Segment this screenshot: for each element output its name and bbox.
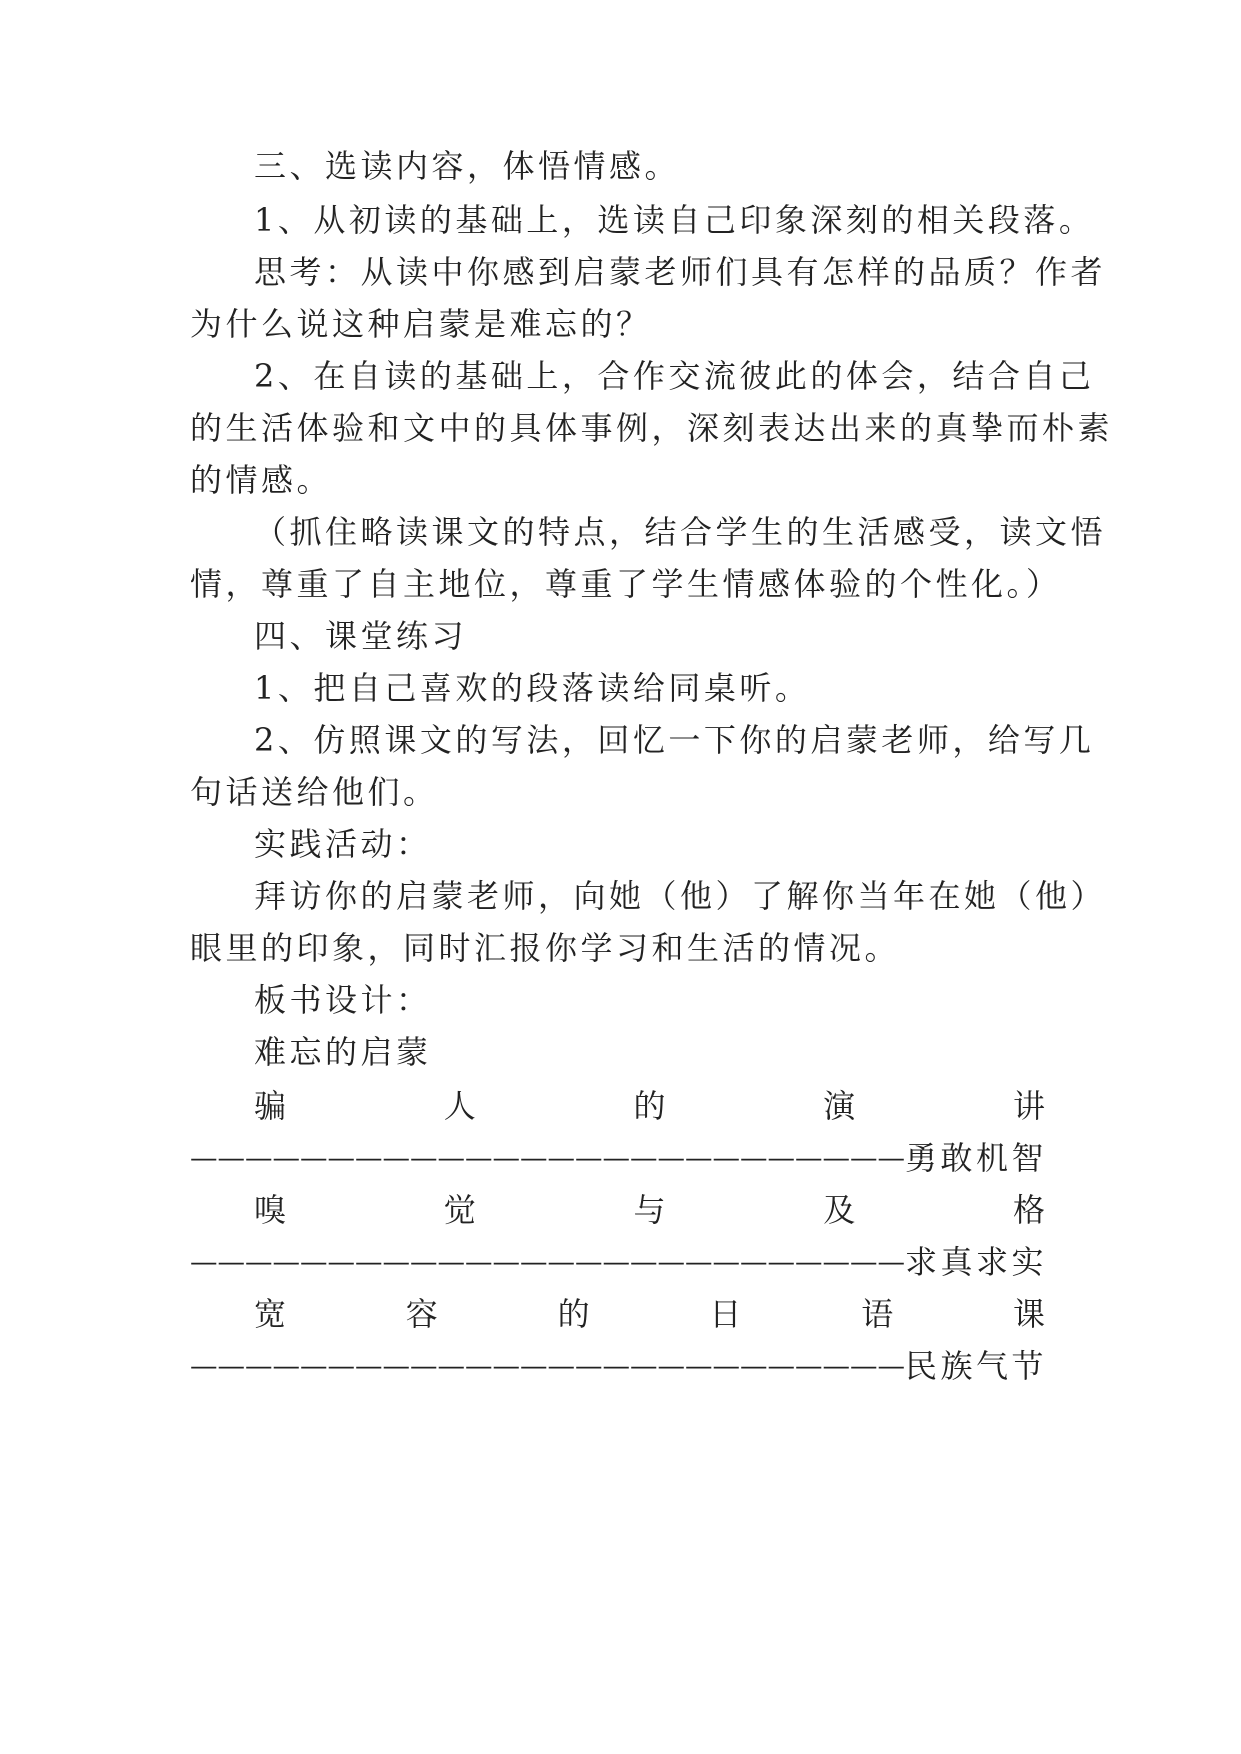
board-row-quality [190,1138,1048,1178]
paragraph-line: （抓住略读课文的特点，结合学生的生活感受，读文悟 [254,513,1107,551]
paragraph-line: 为什么说这种启蒙是难忘的？ [190,305,652,343]
board-row-title [254,1086,1045,1126]
paragraph-line: 句话送给他们。 [190,773,439,811]
paragraph-line: 情，尊重了自主地位，尊重了学生情感体验的个性化。） [190,565,1062,603]
paragraph-line: 眼里的印象，同时汇报你学习和生活的情况。 [190,929,901,967]
board-char: 及 [823,1191,856,1229]
board-row-quality [190,1346,1048,1386]
board-row-title [254,1294,1045,1334]
board-char: 人 [443,1087,476,1125]
board-row-quality [190,1242,1048,1282]
board-char: 宽 [254,1295,287,1333]
paragraph-line: 2、仿照课文的写法，回忆一下你的启蒙老师，给写几 [254,721,1095,759]
board-char: 演 [823,1087,856,1125]
board-char: 讲 [1012,1087,1045,1125]
board-quality: 勇敢机智 [905,1139,1048,1177]
dash-leader: —————————————————————————— [190,1350,905,1382]
paragraph-line: 1、把自己喜欢的段落读给同桌听。 [254,669,811,707]
paragraph-line: 2、在自读的基础上，合作交流彼此的体会，结合自己 [254,357,1095,395]
board-char: 觉 [443,1191,476,1229]
paragraph-line: 板书设计： [254,981,432,1019]
board-char: 课 [1012,1295,1045,1333]
section-heading-four: 四、课堂练习 [254,617,468,655]
paragraph-line: 拜访你的启蒙老师，向她（他）了解你当年在她（他） [254,877,1107,915]
board-char: 语 [861,1295,894,1333]
board-char: 的 [633,1087,666,1125]
dash-leader: —————————————————————————— [190,1246,905,1278]
board-char: 骗 [254,1087,287,1125]
board-char: 的 [557,1295,590,1333]
paragraph-line: 实践活动： [254,825,432,863]
paragraph-line: 的生活体验和文中的具体事例，深刻表达出来的真挚而朴素 [190,409,1114,447]
board-char: 嗅 [254,1191,287,1229]
board-title: 难忘的启蒙 [254,1033,432,1071]
board-quality: 民族气节 [905,1347,1048,1385]
paragraph-line: 思考：从读中你感到启蒙老师们具有怎样的品质？作者 [254,253,1107,291]
board-char: 格 [1012,1191,1045,1229]
board-char: 与 [633,1191,666,1229]
board-char: 容 [405,1295,438,1333]
board-char: 日 [709,1295,742,1333]
dash-leader: —————————————————————————— [190,1142,905,1174]
section-heading-three: 三、选读内容，体悟情感。 [254,147,681,185]
paragraph-line: 1、从初读的基础上，选读自己印象深刻的相关段落。 [254,201,1095,239]
board-quality: 求真求实 [905,1243,1048,1281]
board-row-title [254,1190,1045,1230]
paragraph-line: 的情感。 [190,461,333,499]
